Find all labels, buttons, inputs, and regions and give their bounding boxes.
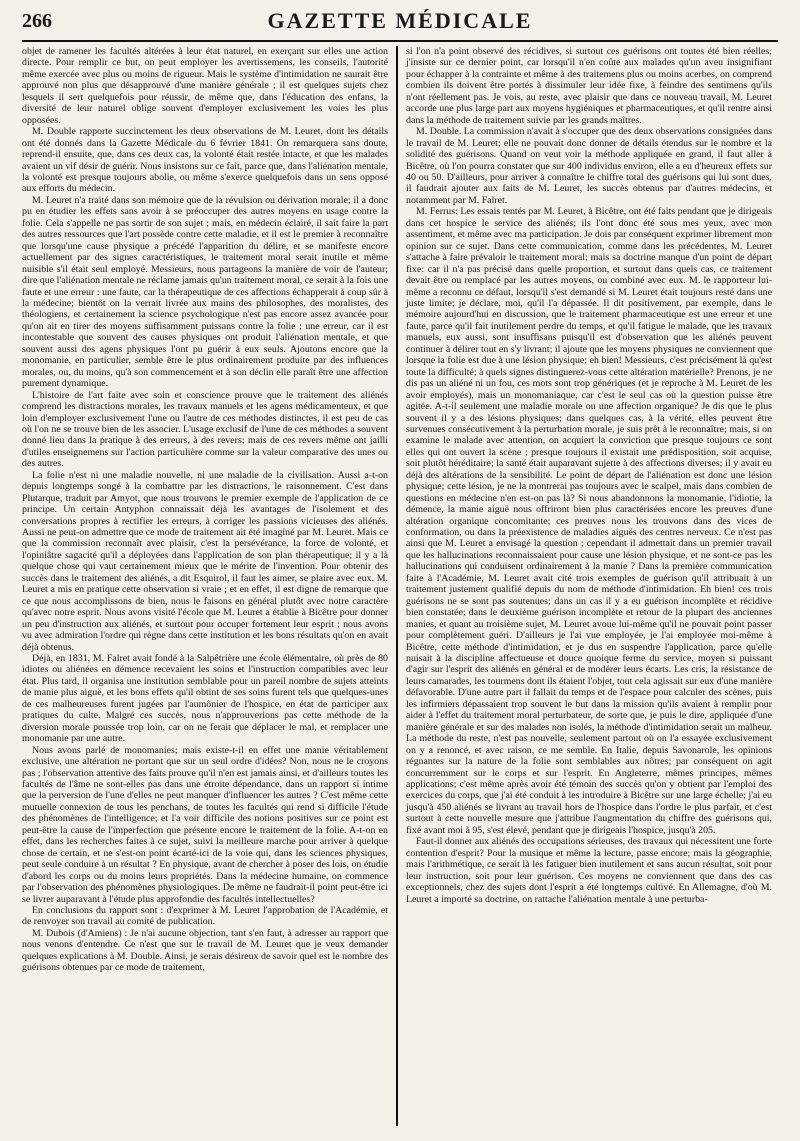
paragraph: La folie n'est ni une maladie nouvelle, ni une maladie de la civilisation. Aussi a-t-on depuis longtemps songé à la combattre par les distractions, le raisonnement. C'est dans Plutarque, traduit par Amyot, que nous trouvons le premier exemple de l'application de ce principe. Un certain Antyphon connaissait déjà les avantages de l'isolement et des conversations propres à rectifier les erreurs, à corriger les passions vicieuses des aliénés. Aussi ne peut-on admettre que ce mode de traitement ait été imaginé par M. Leuret. Mais ce que la commission reconnaît avec plaisir, c'est la persévérance, la force de volonté, et l'opiniâtre sagacité qu'il a déployées dans l'application de son plan thérapeutique; il y a là quelque chose qui vaut certainement mieux que le mérite de l'invention. Pour obtenir des succès dans le traitement des aliénés, a dit Esquirol, il faut les aimer, se plaire avec eux. M. Leuret a mis en pratique cette observation si vraie ; et en effet, il est digne de remarque que ce que nous accomplissons de bien, nous le faisons en général plutôt avec notre caractère qu'avec notre esprit. Nous avons visité l'école que M. Leuret a établie à Bicêtre pour donner un peu d'instruction aux aliénés, et surtout pour occuper fortement leur esprit ; nous avons vu avec admiration l'ordre qui règne dans cette institution et les bons résultats qu'on en avait déjà obtenus. xyxy=(22,469,388,653)
paragraph: M. Double. La commission n'avait à s'occuper que des deux observations consignées dans le travail de M. Leuret; elle ne pouvait donc donner de détails étendus sur le nombre et la solidité des guérisons. Quand on veut voir la méthode appliquée en grand, il faut aller à Bicêtre, où l'on pourra constater que sur 400 individus environ, elle a eu d'heureux effets sur 40 ou 50. D'ailleurs, pour arriver à connaître le chiffre total des guérisons qui lui sont dues, il faudrait ajouter aux faits de M. Leuret, les succès obtenus par d'autres médecins, et notamment par M. Falret. xyxy=(406,126,772,206)
paragraph: Faut-il donner aux aliénés des occupations sérieuses, des travaux qui nécessitent une forte contention d'esprit? Pour la musique et même la lecture, passe encore; mais la géographie, mais l'arithmétique, ce serait là les fatiguer bien inutilement et sans aucun résultat, soit pour leur instruction, soit pour leur guérison. Ces moyens ne conviennent que dans des cas exceptionnels, chez des sujets dont l'esprit a été longtemps cultivé. En Allemagne, d'où M. Leuret a importé sa doctrine, on rattache l'aliénation mentale à une perturba- xyxy=(406,836,772,905)
paragraph: M. Leuret n'a traité dans son mémoire que de la révulsion ou dérivation morale; il a donc pu en étudier les effets sans avoir à se préoccuper des autres moyens en usage contre la folie. Cela s'appelle ne pas sortir de son sujet ; mais, en médecin éclairé, il sait faire la part des autres ressources que l'art possède contre cette maladie, et il est le premier à reconnaître que lorsqu'une cause physique a précédé l'apparition du délire, et se manifeste encore actuellement par des signes caractéristiques, le traitement moral serait inutile et même nuisible s'il était seul employé. Messieurs, nous partageons la manière de voir de l'auteur; dire que l'aliénation mentale ne réclame jamais qu'un traitement moral, ce serait à la fois une faute et une erreur : une faute, car la thérapeutique de ces affections échapperait à coup sûr à la médecine; bientôt on la verrait livrée aux mains des philosophes, des moralistes, des théologiens, et certainement la science psychologique n'est pas encore assez avancée pour qu'on ait en tirer des moyens suffisamment puissans contre la folie ; une erreur, car il est incontestable que souvent des causes physiques ont produit l'aliénation mentale, et que souvent aussi des agens physiques l'ont pu guérir à eux seuls. Ajoutons encore que la monomanie, en particulier, semble être le plus ordinairement produite par des influences morales, ou, du moins, qu'à son commencement et à son déclin elle paraît être une affection purement dynamique. xyxy=(22,194,388,390)
paragraph: M. Ferrus: Les essais tentés par M. Leuret, à Bicêtre, ont été faits pendant que je dirigeais dans cet hospice le service des aliénés; ils l'ont donc été sous mes yeux, avec mon assentiment, et même avec ma participation. Je dois par conséquent exprimer librement mon opinion sur ce sujet. Dans cette communication, comme dans les précédentes, M. Leuret s'attache à faire prévaloir le traitement moral; mais sa doctrine manque d'un point de départ fixe: car il n'a pas précisé dans quelle proportion, et surtout dans quels cas, ce traitement devait être ou remplacé par les autres moyens, ou combiné avec eux. M. le rapporteur lui-même a reconnu ce défaut, lorsqu'il s'est demandé si M. Leuret était toujours resté dans une juste limite; je déclare, moi, qu'il l'a dépassée. Il dit positivement, par exemple, dans le mémoire aujourd'hui en discussion, que le traitement pharmaceutique est une erreur et une faute, parce qu'il fait inutilement perdre du temps, et qu'il fatigue le malade, que les travaux manuels, eux aussi, sont insuffisans puisqu'il est d'observation que les aliénés peuvent continuer à délirer tout en s'y livrant; il ajoute que les moyens physiques ne conviennent que lorsque la folie est due à une lésion physique; eh bien! Messieurs, c'est précisément là qu'est toute la difficulté; à quels signes distinguerez-vous cette altération matérielle? Prenons, je ne dis pas un aliéné ni un fou, ces mots sont trop génériques (et je reproche à M. Leuret de les avoir employés), mais un monomaniaque, car c'est le seul cas où la question puisse être agitée. A-t-il seulement une maladie morale ou une affection organique? Je dis que le plus souvent il y a des lésions physiques; dans quelques cas, à la vérité, elles peuvent être survenues consécutivement à la perturbation morale, je suis prêt à le reconnaître; mais, si on examine le malade avec attention, on acquiert la conviction que presque toujours ce sont elles qui ont ouvert la scène ; presque toujours il existait une prédisposition, soit acquise, soit plutôt héréditaire; la santé était auparavant sujette à des affections diverses; il y avait eu déjà des altérations de la sensibilité. Le point de départ de l'aliénation est donc une lésion physique; cette lésion, je ne la montrerai pas toujours avec le scalpel, mais dans combien de questions en médecine n'en est-on pas là? Si nous abandonnons la monomanie, l'idiotie, la démence, la manie aiguë nous offriront bien plus caractérisées encore les preuves d'une altération organique concomitante; ces preuves nous les trouvons dans des vices de conformation, ou dans la préexistence de maladies aiguës des centres nerveux. Ce n'est pas ainsi que M. Leuret a envisagé la question ; cependant il admettait dans un premier travail que les hallucinations reconnaissaient pour cause une lésion physique, et ne sont-ce pas les hallucinations qui conduisent ordinairement à la manie ? Dans la première communication faite à l'Académie, M. Leuret avait cité trois exemples de guérison qu'il attribuait à un traitement justement qualifié depuis du nom de méthode d'intimidation. Eh bien! ces trois guérisons ne se sont pas soutenues; dans un cas il y a eu guérison incomplète et récidive bien constatée; dans le deuxième guérison incomplète et retour de la plupart des anciennes manies, et quant au troisième sujet, M. Leuret avoue lui-même qu'il ne pouvait point passer pour complètement guéri. D'ailleurs je l'ai vue employée, je l'ai employée moi-même à Bicêtre, cette méthode d'intimidation, et je dus en suspendre l'application, parce qu'elle nuisait à la discipline affectueuse et douce quoique ferme du service, moyen si puissant d'agir sur l'esprit des aliénés en général et de modérer leurs écarts. Les cris, la résistance de leurs camarades, les tourmens dont ils étaient l'objet, tout cela agissait sur eux d'une manière défavorable. D'une autre part il fallait du temps et de l'espace pour calculer des scènes, puis les infirmiers dépassaient trop souvent le but dans la mission qu'ils avaient à remplir pour aider à l'effet du traitement moral perturbateur, de sorte que, je puis le dire, appliquée d'une manière générale et sur des malades non isolés, la méthode d'intimidation serait un malheur. La méthode du reste, n'est pas nouvelle, seulement partout où on l'a essayée exclusivement on y a renoncé, et avec raison, ce me semble. En Italie, depuis Savonarole, les opinions régnantes sur la nature de la folie sont semblables aux nôtres; par conséquent on agit concurremment sur le corps et sur l'esprit. En Angleterre, mêmes principes, mêmes applications; c'est même après avoir été témoin des succès qu'on y obtient par l'emploi des exercices du corps, que j'ai été conduit à les introduire à Bicêtre sur une large échelle; j'ai eu jusqu'à 450 aliénés se livrant au travail hors de l'hospice dans l'ordre le plus parfait, et c'est surtout à cette nouvelle mesure que j'attribue l'augmentation du chiffre des guérisons qui, fixé avant moi à 95, s'est élevé, pendant que je dirigeais l'hospice, jusqu'à 205. xyxy=(406,206,772,836)
paragraph: M. Double rapporte succinctement les deux observations de M. Leuret, dont les détails ont été donnés dans la Gazette Médicale du 6 février 1841. On remarquera sans doute, reprend-il ensuite, que, dans ces deux cas, la volonté était restée intacte, et que les malades avaient un vif désir de guérir. Nous insistons sur ce fait, parce que, dans l'aliénation mentale, la volonté est presque toujours abolie, ou même s'exerce quelquefois dans un sens opposé aux efforts du médecin. xyxy=(22,126,388,195)
journal-title: GAZETTE MÉDICALE xyxy=(267,8,533,33)
paragraph: Déjà, en 1831, M. Falret avait fondé à la Salpêtrière une école élémentaire, où près de 80 idiotes ou aliénées en démence recevaient les soins et l'instruction compatibles avec leur état. Plus tard, il organisa une institution semblable pour un pareil nombre de sujets atteints de manie plus aiguë, et les bons effets qu'il obtint de ses soins furent tels que quelques-unes de ces malheureuses furent jugées par l'aumônier de l'hospice, en état de participer aux pratiques du culte. Malgré ces succès, nous n'approuverions pas cette méthode de la diversion morale poussée trop loin, car on ne ferait que déplacer le mal, et remplacer une monomanie par une autre. xyxy=(22,653,388,745)
right-column xyxy=(398,46,772,1126)
article-columns xyxy=(22,46,778,1126)
paragraph: En conclusions du rapport sont : d'exprimer à M. Leuret l'approbation de l'Académie, et de renvoyer son travail au comité de publication. xyxy=(22,904,388,928)
paragraph: L'histoire de l'art faite avec soin et conscience prouve que le traitement des aliénés comprend les distractions morales, les travaux manuels et les agens médicamenteux, et que loin d'employer exclusivement l'une ou l'autre de ces méthodes distinctes, il est peu de cas où l'on ne se trouve bien de les associer. L'usage exclusif de l'une de ces méthodes a souvent donné lieu dans la pratique à des erreurs, à des revers; mais de ces revers même ont jailli d'utiles enseignemens sur l'action particulière comme sur la valeur comparative des unes ou des autres. xyxy=(22,389,388,470)
paragraph: si l'on n'a point observé des récidives, si surtout ces guérisons ont toutes été bien réelles; j'insiste sur ce dernier point, car lorsqu'il n'en coûte aux malades qu'un aveu insignifiant pour échapper à la contrainte et même à des traitemens plus ou moins acerbes, on comprend combien ils doivent être portés à dissimuler leur idée fixe, à feindre des sentimens qu'ils n'ont réellement pas. Je vois, au reste, avec plaisir que dans ce nouveau travail, M. Leuret accorde une plus large part aux moyens hygiéniques et pharmaceutiques, et qu'il rentre ainsi dans la méthode de traitement suivie par les grands maîtres. xyxy=(406,46,772,126)
left-column xyxy=(22,46,396,1126)
paragraph: M. Dubois (d'Amiens) : Je n'ai aucune objection, tant s'en faut, à adresser au rapport que nous venons d'entendre. Ce n'est que sur le travail de M. Leuret que je veux demander quelques explications à M. Double. Ainsi, je serais désireux de savoir quel est le nombre des guérisons obtenues par ce mode de traitement, xyxy=(22,927,388,974)
paragraph: Nous avons parlé de monomanies; mais existe-t-il en effet une manie véritablement exclusive, une altération ne portant que sur un seul ordre d'idées? Non, nous ne le croyons pas ; l'observation attentive des faits prouve qu'il n'en est jamais ainsi, et d'ailleurs toutes les facultés de l'âme ne sont-elles pas dans une étroite dépendance, dans un rapport si intime que la perversion de l'une d'elles ne peut manquer d'influencer les autres ? C'est même cette mutuelle connexion de tous les penchans, de toutes les facultés qui rend si difficile l'étude des phénomènes de l'intelligence; et l'a voir difficile des notions positives sur ce point est peut-être la cause de l'imperfection que présente encore le traitement de la folie. A-t-on en effet, dans les recherches faites à ce sujet, suivi la meilleure marche pour arriver à quelque chose de certain, et ne s'est-on point écarté-ici de la voie qui, dans les sciences physiques, peut seule conduire à un résultat ? En physique, avant de chercher à poser des lois, on étudie d'abord les corps ou du moins leurs propriétés. Dans la médecine humaine, on commence par l'observation des phénomènes physiologiques. De même ne faudrait-il point peut-être ici se livrer auparavant à l'étude plus approfondie des facultés intellectuelles? xyxy=(22,744,388,905)
page-number: 266 xyxy=(22,10,52,32)
page-header xyxy=(22,6,778,42)
paragraph: objet de ramener les facultés altérées à leur état naturel, en exerçant sur elles une action directe. Pour remplir ce but, on peut employer les avertissemens, les conseils, l'autorité même exercée avec plus ou moins de rigueur. Mais le système d'intimidation ne saurait être approuvé non plus que désapprouvé d'une manière générale ; il est quelques sujets chez lesquels il sert quelquefois pour réussir, de même que, dans l'éducation des enfans, la diversité de leur naturel oblige souvent d'employer exclusivement les voies les plus opposées. xyxy=(22,46,388,126)
